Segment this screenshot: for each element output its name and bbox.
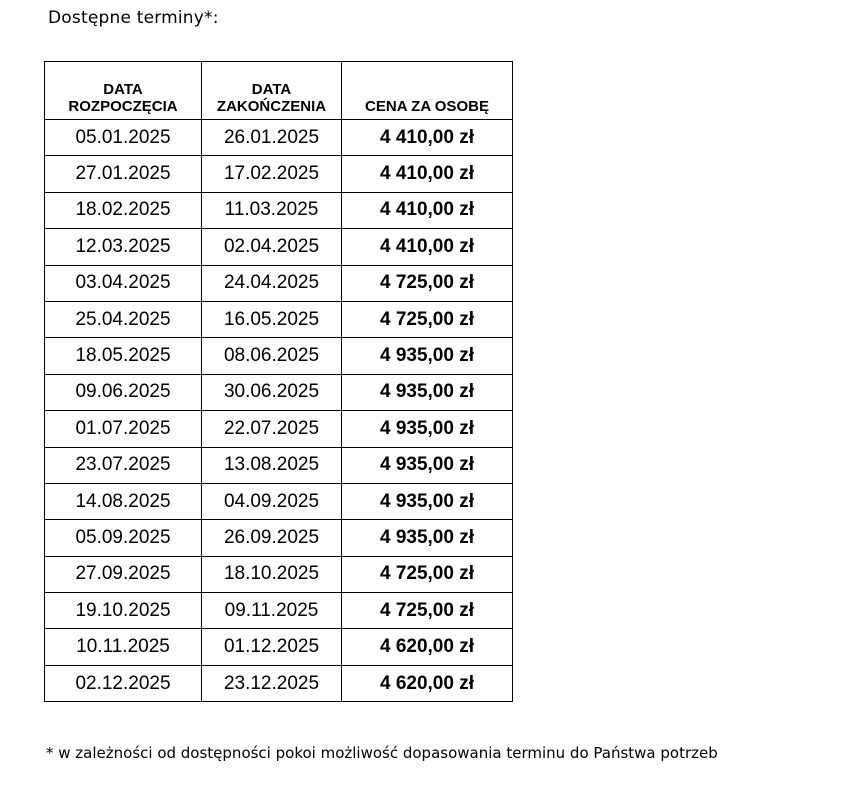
start-date-cell: 05.01.2025: [45, 120, 202, 156]
table-row: [45, 265, 513, 301]
price-cell: 4 935,00 zł: [342, 411, 513, 447]
column-header-start-date: [45, 62, 202, 120]
price-cell: 4 620,00 zł: [342, 665, 513, 701]
end-date-cell: 30.06.2025: [202, 374, 342, 410]
table-row: [45, 229, 513, 265]
price-cell: 4 410,00 zł: [342, 192, 513, 228]
price-cell: 4 410,00 zł: [342, 229, 513, 265]
start-date-cell: 12.03.2025: [45, 229, 202, 265]
end-date-cell: 26.09.2025: [202, 520, 342, 556]
end-date-cell: 22.07.2025: [202, 411, 342, 447]
end-date-cell: 13.08.2025: [202, 447, 342, 483]
start-date-cell: 01.07.2025: [45, 411, 202, 447]
table-row: [45, 593, 513, 629]
end-date-cell: 23.12.2025: [202, 665, 342, 701]
end-date-cell: 01.12.2025: [202, 629, 342, 665]
price-cell: 4 725,00 zł: [342, 301, 513, 337]
price-cell: 4 725,00 zł: [342, 265, 513, 301]
table-body: [45, 120, 513, 702]
start-date-cell: 19.10.2025: [45, 593, 202, 629]
start-date-cell: 03.04.2025: [45, 265, 202, 301]
table-row: [45, 301, 513, 337]
column-header-price: [342, 62, 513, 120]
table-row: [45, 374, 513, 410]
price-cell: 4 410,00 zł: [342, 156, 513, 192]
available-dates-table: [44, 61, 513, 702]
end-date-cell: 11.03.2025: [202, 192, 342, 228]
table-row: [45, 411, 513, 447]
column-header-start-date-line-2: ROZPOCZĘCIA: [68, 98, 178, 115]
column-header-end-date-line-1: DATA: [251, 81, 292, 98]
table-row: [45, 520, 513, 556]
start-date-cell: 14.08.2025: [45, 483, 202, 519]
price-cell: 4 935,00 zł: [342, 520, 513, 556]
price-cell: 4 935,00 zł: [342, 483, 513, 519]
end-date-cell: 18.10.2025: [202, 556, 342, 592]
page-title: Dostępne terminy*:: [48, 8, 219, 28]
table-row: [45, 192, 513, 228]
end-date-cell: 26.01.2025: [202, 120, 342, 156]
column-header-start-date-line-1: DATA: [103, 81, 143, 98]
start-date-cell: 18.02.2025: [45, 192, 202, 228]
start-date-cell: 23.07.2025: [45, 447, 202, 483]
column-header-end-date-line-2: ZAKOŃCZENIA: [216, 98, 327, 115]
start-date-cell: 09.06.2025: [45, 374, 202, 410]
end-date-cell: 04.09.2025: [202, 483, 342, 519]
price-cell: 4 725,00 zł: [342, 593, 513, 629]
table-row: [45, 447, 513, 483]
footnote: * w zależności od dostępności pokoi możliwość dopasowania terminu do Państwa potrzeb: [46, 744, 718, 762]
end-date-cell: 17.02.2025: [202, 156, 342, 192]
start-date-cell: 27.09.2025: [45, 556, 202, 592]
start-date-cell: 05.09.2025: [45, 520, 202, 556]
start-date-cell: 27.01.2025: [45, 156, 202, 192]
table-row: [45, 629, 513, 665]
table-header-row: [45, 62, 513, 120]
end-date-cell: 02.04.2025: [202, 229, 342, 265]
column-header-end-date: [202, 62, 342, 120]
table-row: [45, 483, 513, 519]
price-cell: 4 410,00 zł: [342, 120, 513, 156]
end-date-cell: 08.06.2025: [202, 338, 342, 374]
price-cell: 4 620,00 zł: [342, 629, 513, 665]
table-row: [45, 665, 513, 701]
start-date-cell: 25.04.2025: [45, 301, 202, 337]
table-row: [45, 556, 513, 592]
table-row: [45, 120, 513, 156]
end-date-cell: 09.11.2025: [202, 593, 342, 629]
start-date-cell: 10.11.2025: [45, 629, 202, 665]
start-date-cell: 18.05.2025: [45, 338, 202, 374]
price-cell: 4 935,00 zł: [342, 447, 513, 483]
end-date-cell: 16.05.2025: [202, 301, 342, 337]
start-date-cell: 02.12.2025: [45, 665, 202, 701]
table-header: [45, 62, 513, 120]
price-cell: 4 725,00 zł: [342, 556, 513, 592]
column-header-price-label: CENA ZA OSOBĘ: [365, 98, 489, 115]
price-cell: 4 935,00 zł: [342, 338, 513, 374]
table-row: [45, 156, 513, 192]
end-date-cell: 24.04.2025: [202, 265, 342, 301]
price-cell: 4 935,00 zł: [342, 374, 513, 410]
table-row: [45, 338, 513, 374]
